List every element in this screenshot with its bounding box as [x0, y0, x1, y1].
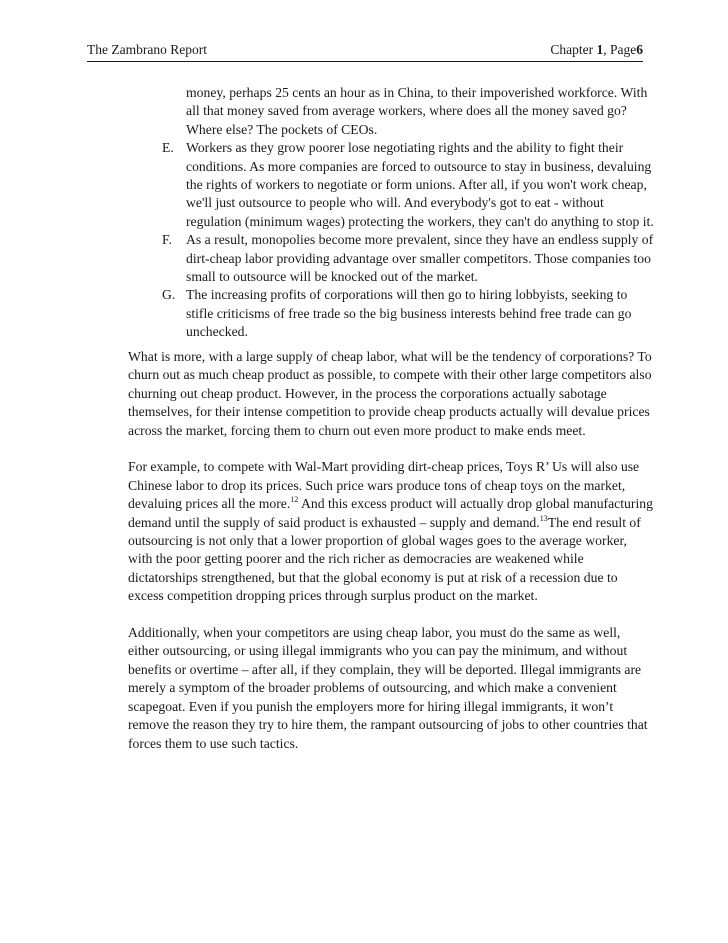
list-marker: G.	[162, 287, 176, 303]
list-marker: E.	[162, 140, 174, 156]
list-item-text: money, perhaps 25 cents an hour as in China, to their impoverished workforce. With all that money saved from average workers, where does all the money saved go? Where else? The pockets of CEOs.	[186, 85, 648, 137]
page-header	[87, 41, 643, 62]
page-number: 6	[636, 42, 643, 57]
footnote-ref-12[interactable]: 12	[290, 495, 299, 505]
list-item-text: Workers as they grow poorer lose negotiating rights and the ability to fight their conditions. As more companies are forced to outsource to stay in business, devaluing the rights of workers to negotiate or form unions. After all, if you won't work cheap, we'll just outsource to people who will. And everybody's got to eat - without regulation (minimum wages) protecting the workers, they can't do anything to stop it.	[186, 140, 654, 229]
report-title: The Zambrano Report	[87, 42, 207, 57]
lettered-list	[162, 84, 654, 342]
chapter-prefix: Chapter	[550, 42, 597, 57]
chapter-number: 1	[596, 42, 604, 57]
paragraph-text: For example, to compete with Wal-Mart providing dirt-cheap prices, Toys R’ Us will also use Chinese labor to drop its prices. Such price wars produce tons of cheap toys on the market, devaluing prices all the more.	[128, 459, 640, 512]
paragraph-text: The end result of outsourcing is not only that a lower proportion of global wages goes to the average worker, with the poor getting poorer and the rich richer as democracies are weakened while dictatorships strengthened, but that the global economy is put at risk of a recession due to excess competition dropping prices through surplus product on the market.	[128, 514, 641, 604]
paragraph-example	[128, 458, 653, 605]
list-marker: F.	[162, 232, 172, 248]
list-item-g	[162, 286, 654, 341]
body-text	[128, 348, 653, 771]
paragraph-cheap-labor: What is more, with a large supply of cheap labor, what will be the tendency of corporations? To churn out as much cheap product as possible, to compete with their other large competitors also churning out cheap product. However, in the process the corporations actually sabotage themselves, for their intense competition to provide cheap products actually will devalue prices across the market, forcing them to churn out even more product to make ends meet.	[128, 349, 652, 438]
chapter-page-label	[550, 41, 643, 59]
paragraph-text: And this excess product will actually drop global manufacturing demand until the supply of said product is exhausted – supply and demand.	[128, 496, 653, 530]
page-prefix: , Page	[603, 42, 637, 57]
list-item-e	[162, 139, 654, 231]
footnote-ref-13[interactable]: 13	[539, 513, 548, 523]
list-item-f	[162, 231, 654, 286]
paragraph-additionally: Additionally, when your competitors are using cheap labor, you must do the same as well, either outsourcing, or using illegal immigrants who you can pay the minimum, and without benefits or overtime – after all, if they complain, they will be deported. Illegal immigrants are merely a symptom of the broader problems of outsourcing, and which make a convenient scapegoat. Even if you punish the employers more for hiring illegal immigrants, it won’t remove the reason they try to hire them, the rampant outsourcing of jobs to other countries that forces them to use such tactics.	[128, 625, 648, 751]
list-item-continuation	[162, 84, 654, 139]
list-item-text: As a result, monopolies become more prevalent, since they have an endless supply of dirt-cheap labor providing advantage over smaller competitors. Those companies too small to outsource will be knocked out of the market.	[186, 232, 654, 285]
list-item-text: The increasing profits of corporations will then go to hiring lobbyists, seeking to stifle criticisms of free trade so the big business interests behind free trade can go unchecked.	[186, 287, 632, 340]
